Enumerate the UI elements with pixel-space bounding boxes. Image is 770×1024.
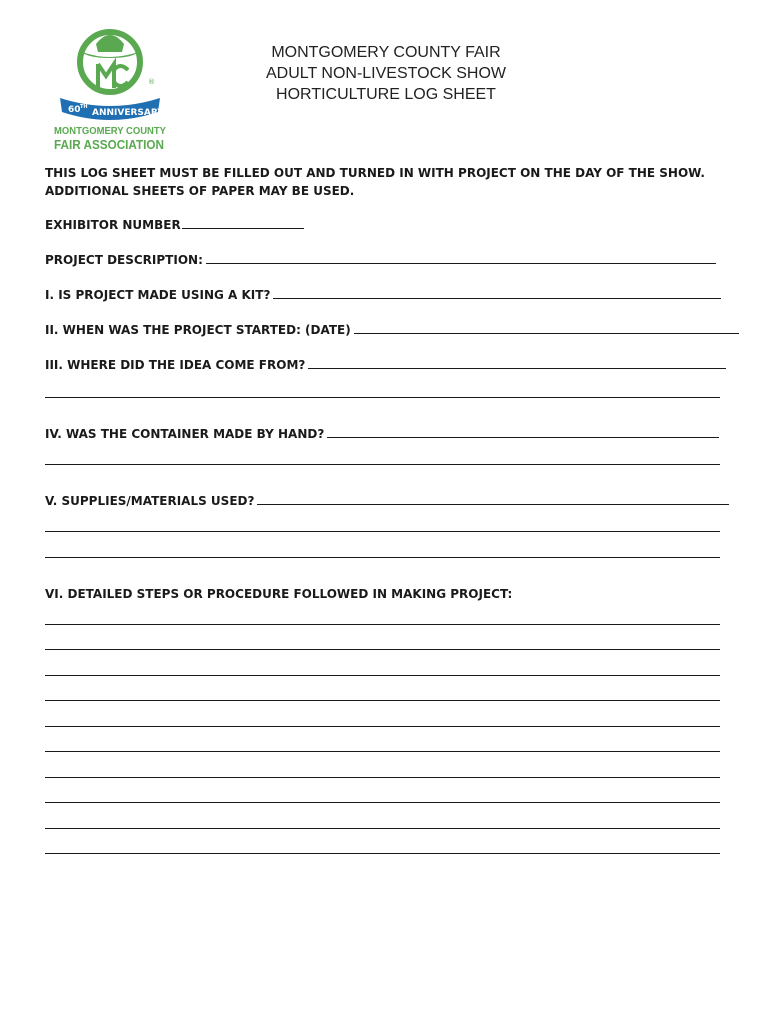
container-handmade-field xyxy=(45,425,719,442)
exhibitor-number-blank[interactable] xyxy=(182,216,304,229)
project-description-label: PROJECT DESCRIPTION: xyxy=(45,253,203,267)
procedure-line-5[interactable] xyxy=(45,726,720,727)
procedure-label: VI. DETAILED STEPS OR PROCEDURE FOLLOWED IN MAKING PROJECT: xyxy=(45,587,513,601)
exhibitor-number-label: EXHIBITOR NUMBER xyxy=(45,218,181,232)
container-handmade-label: IV. WAS THE CONTAINER MADE BY HAND? xyxy=(45,427,325,441)
project-description-field xyxy=(45,251,716,268)
fair-logo-emblem xyxy=(52,18,170,152)
idea-source-label: III. WHERE DID THE IDEA COME FROM? xyxy=(45,358,306,372)
supplies-extra-line-1[interactable] xyxy=(45,531,720,532)
procedure-line-6[interactable] xyxy=(45,751,720,752)
container-handmade-blank[interactable] xyxy=(327,425,719,438)
instructions-line1: THIS LOG SHEET MUST BE FILLED OUT AND TURNED IN WITH PROJECT ON THE DAY OF THE SHOW. xyxy=(45,166,705,180)
procedure-line-3[interactable] xyxy=(45,675,720,676)
org-name-line1: MONTGOMERY COUNTY xyxy=(54,125,166,137)
anniversary-suffix: TH xyxy=(80,104,88,110)
idea-source-blank[interactable] xyxy=(308,356,726,369)
supplies-label: V. SUPPLIES/MATERIALS USED? xyxy=(45,494,255,508)
anniversary-word: ANNIVERSARY xyxy=(92,108,164,118)
start-date-label: II. WHEN WAS THE PROJECT STARTED: (DATE) xyxy=(45,323,351,337)
container-handmade-extra-line[interactable] xyxy=(45,464,720,465)
org-name-line2: FAIR ASSOCIATION xyxy=(54,137,164,152)
procedure-line-9[interactable] xyxy=(45,828,720,829)
procedure-line-2[interactable] xyxy=(45,649,720,650)
exhibitor-number-field xyxy=(45,216,304,233)
idea-source-extra-line[interactable] xyxy=(45,397,720,398)
procedure-line-7[interactable] xyxy=(45,777,720,778)
supplies-extra-line-2[interactable] xyxy=(45,557,720,558)
fair-association-logo xyxy=(52,18,170,152)
procedure-line-8[interactable] xyxy=(45,802,720,803)
procedure-line-10[interactable] xyxy=(45,853,720,854)
supplies-field xyxy=(45,492,729,509)
procedure-line-4[interactable] xyxy=(45,700,720,701)
anniversary-number: 60 xyxy=(68,105,81,115)
title-line2: ADULT NON-LIVESTOCK SHOW xyxy=(265,65,507,82)
kit-question-label: I. IS PROJECT MADE USING A KIT? xyxy=(45,288,271,302)
procedure-line-1[interactable] xyxy=(45,624,720,625)
start-date-field xyxy=(45,321,739,338)
start-date-blank[interactable] xyxy=(354,321,739,334)
title-line3: HORTICULTURE LOG SHEET xyxy=(276,86,496,103)
project-description-blank[interactable] xyxy=(206,251,716,264)
procedure-field xyxy=(45,586,512,602)
kit-question-blank[interactable] xyxy=(273,286,721,299)
instructions xyxy=(45,164,725,200)
kit-question-field xyxy=(45,286,721,303)
idea-source-field xyxy=(45,356,726,373)
title-line1: MONTGOMERY COUNTY FAIR xyxy=(271,44,501,61)
supplies-blank[interactable] xyxy=(257,492,729,505)
registered-mark: ® xyxy=(148,78,155,86)
instructions-line2: ADDITIONAL SHEETS OF PAPER MAY BE USED. xyxy=(45,184,355,198)
document-title xyxy=(200,42,572,105)
